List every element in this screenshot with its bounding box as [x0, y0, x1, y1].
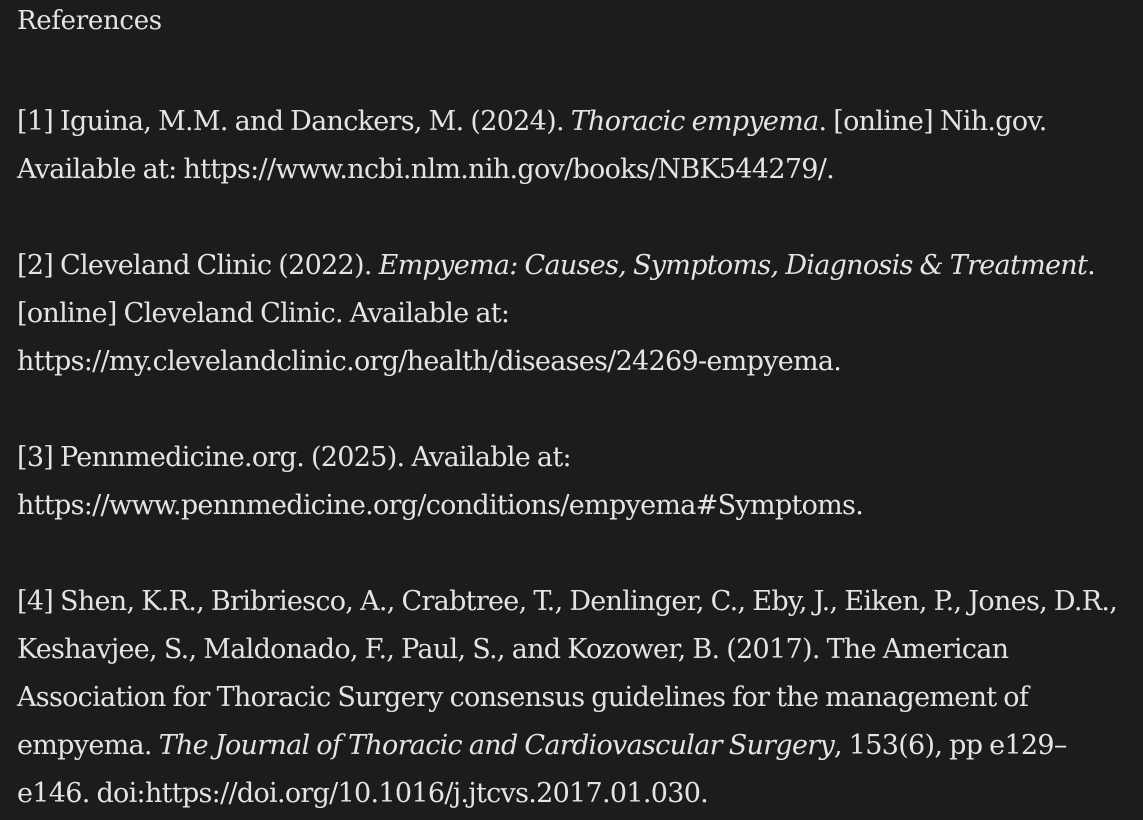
reference-text: Iguina, M.M. and Danckers, M. (2024).	[53, 106, 571, 137]
reference-marker: [2]	[17, 250, 54, 281]
reference-item-1	[17, 98, 1125, 194]
reference-text: Cleveland Clinic (2022).	[53, 250, 379, 281]
reference-item-3	[17, 434, 1125, 530]
references-heading: References	[17, 6, 162, 36]
reference-title: Thoracic empyema	[570, 106, 819, 137]
reference-text: , 153(6), pp e129–e146. doi:https://doi.org/10.1016/j.jtcvs.2017.01.030.	[17, 730, 1067, 809]
reference-marker: [1]	[17, 106, 54, 137]
reference-text: Shen, K.R., Bribriesco, A., Crabtree, T., Denlinger, C., Eby, J., Eiken, P., Jones, D.R., Keshavjee, S., Maldonado, F., Paul, S., and Kozower, B. (2017). The American Association for Thoracic Surgery consensus guidelines for the management of empyema.	[17, 586, 1118, 761]
reference-item-2	[17, 242, 1125, 386]
reference-text: Pennmedicine.org. (2025). Available at: https://www.pennmedicine.org/conditions/empyema#Symptoms.	[17, 442, 864, 521]
reference-item-4	[17, 578, 1125, 818]
reference-marker: [4]	[17, 586, 54, 617]
reference-text: . [online] Nih.gov. Available at: https://www.ncbi.nlm.nih.gov/books/NBK544279/.	[17, 106, 1047, 185]
reference-title: Empyema: Causes, Symptoms, Diagnosis & Treatment	[378, 250, 1088, 281]
reference-marker: [3]	[17, 442, 54, 473]
reference-title: The Journal of Thoracic and Cardiovascular Surgery	[158, 730, 835, 761]
reference-text: . [online] Cleveland Clinic. Available at: https://my.clevelandclinic.org/health/diseases/24269-empyema.	[17, 250, 1096, 377]
